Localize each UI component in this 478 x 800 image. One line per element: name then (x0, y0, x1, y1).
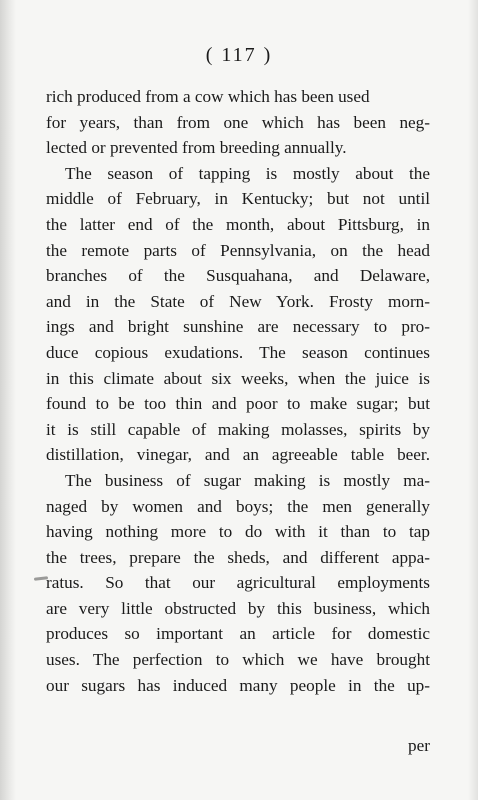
catchword: per (408, 736, 430, 755)
text-line: uses. The perfection to which we have brought (46, 650, 430, 670)
paragraph-start-line: The season of tapping is mostly about the (65, 163, 430, 183)
text-line: in this climate about six weeks, when the juice is (46, 368, 430, 388)
text-line: duce copious exudations. The season continues (46, 342, 430, 362)
text-line: ings and bright sunshine are necessary to pro- (46, 317, 430, 337)
gutter-shadow (0, 0, 16, 800)
text-line: our sugars has induced many people in the up- (46, 675, 430, 695)
page-number: ( 117 ) (205, 44, 273, 66)
text-line: having nothing more to do with it than to tap (46, 522, 430, 542)
text-line: the latter end of the month, about Pittsburg, in (46, 214, 430, 234)
paragraph-start-line: The business of sugar making is mostly ma- (65, 470, 430, 490)
text-line: and in the State of New York. Frosty morn- (46, 291, 430, 311)
text-line: ratus. So that our agricultural employments (46, 573, 430, 593)
text-line: it is still capable of making molasses, spirits by (46, 419, 430, 439)
text-line: produces so important an article for domestic (46, 624, 430, 644)
text-line: middle of February, in Kentucky; but not until (46, 189, 430, 209)
text-line: the remote parts of Pennsylvania, on the head (46, 240, 430, 260)
text-line: for years, than from one which has been neg- (46, 112, 430, 132)
text-line: naged by women and boys; the men generally (46, 496, 430, 516)
text-line: are very little obstructed by this business, which (46, 598, 430, 618)
text-line: the trees, prepare the sheds, and different appa- (46, 547, 430, 567)
page-edge-shadow (468, 0, 478, 800)
text-line: lected or prevented from breeding annually. (46, 138, 347, 158)
text-line: branches of the Susquahana, and Delaware, (46, 266, 430, 286)
body-text (46, 84, 430, 698)
text-line: distillation, vinegar, and an agreeable table beer. (46, 445, 430, 465)
text-line: rich produced from a cow which has been used (46, 87, 370, 106)
text-line: found to be too thin and poor to make sugar; but (46, 394, 430, 414)
